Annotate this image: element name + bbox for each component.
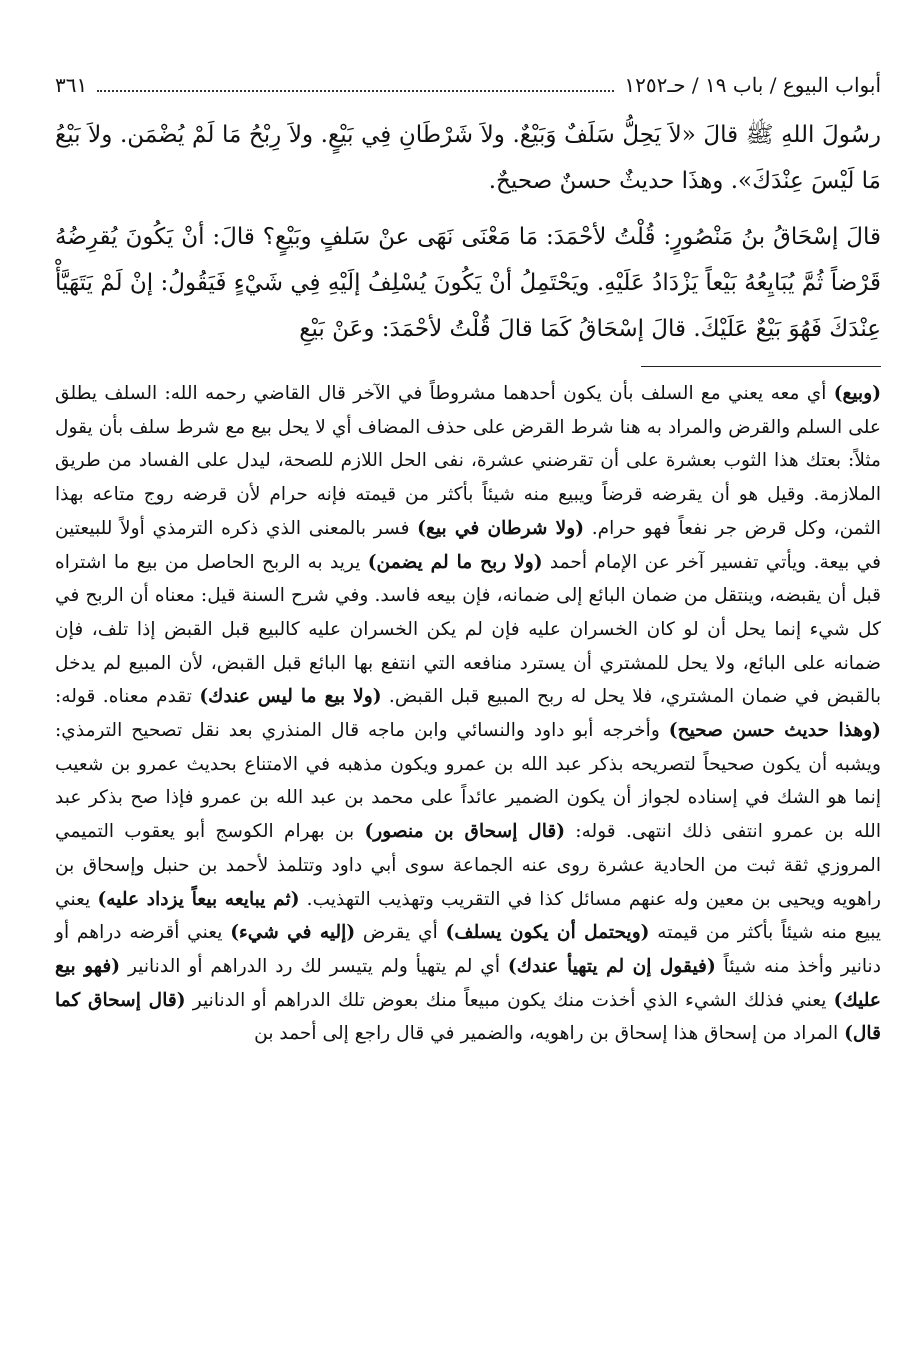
commentary [55,377,881,1051]
hadith-text [55,112,881,352]
commentary-lemma: (وبيع) [833,383,881,404]
commentary-text: فسر بالمعنى الذي ذكره الترمذي أولاً للبيعتين في بيعة. ويأتي تفسير آخر عن الإمام أحمد [55,517,881,573]
hadith-paragraph-2: قالَ إسْحَاقُ بنُ مَنْصُورٍ: قُلْتُ لأحْمَدَ: مَا مَعْنَى نَهَى عنْ سَلفٍ وبَيْعٍ؟ قالَ: أنْ يَكُونَ يُقرِضُهُ قَرْضاً ثُمَّ يُبَايِعُهُ بَيْعاً يَزْدَادُ عَلَيْهِ. ويَحْتَمِلُ أنْ يَكُونَ يُسْلِفُ إلَيْهِ فِي شَيْءٍ فَيَقُولُ: إنْ لَمْ يَتَهَيَّأْ عِنْدَكَ فَهُوَ بَيْعٌ عَلَيْكَ. قالَ إسْحَاقُ كَمَا قالَ قُلْتُ لأحْمَدَ: وعَنْ بَيْعِ [55,224,881,342]
commentary-lemma: (إليه في شيء) [230,922,356,944]
commentary-lemma: (قال إسحاق بن منصور) [364,821,566,843]
commentary-lemma: (قال إسحاق كما قال) [55,989,881,1045]
commentary-lemma: (فهو بيع عليك) [55,955,881,1011]
commentary-text: بن بهرام الكوسج أبو يعقوب التميمي المروزي ثقة ثبت من الحادية عشرة روى عنه الجماعة سوى أبي داود وتتلمذ لأحمد بن حنبل وإسحاق بن راهويه ويحيى بن معين وله عنهم مسائل كذا في التقريب وتهذيب التهذيب. [55,821,882,910]
commentary-text: المراد من إسحاق هذا إسحاق بن راهويه، والضمير في قال راجع إلى أحمد بن [254,1023,845,1045]
footnote-separator [641,366,881,367]
commentary-text: يعني أقرضه دراهم أو دنانير وأخذ منه شيئاً [55,922,881,977]
commentary-text: وأخرجه أبو داود والنسائي وابن ماجه قال المنذري بعد نقل تصحيح الترمذي: ويشبه أن يكون صحيحاً لتصريحه بذكر عبد الله بن عمرو ويكون مذهبه في الامتناع بحديث عمرو بن شعيب إنما هو الشك في إسناده لجواز أن يكون الضمير عائداً على محمد بن عبد الله بن عمرو فإذا صح بذكر عبد الله بن عمرو انتفى ذلك انتهى. قوله: [55,720,881,843]
commentary-lemma: (وهذا حديث حسن صحيح) [668,720,881,742]
commentary-lemma: (ولا شرطان في بيع) [417,517,585,539]
commentary-lemma: (فيقول إن لم يتهيأ عندك) [507,955,716,977]
commentary-lemma: (ولا بيع ما ليس عندك) [199,686,382,708]
commentary-lemma: (ويحتمل أن يكون يسلف) [445,922,650,944]
commentary-paragraph [55,377,881,1051]
running-title: أبواب البيوع / باب ١٩ / حـ١٢٥٢ [624,73,881,97]
hadith-paragraph-1: رسُولَ اللهِ ﷺ قالَ «لاَ يَحِلُّ سَلَفٌ وَبَيْعٌ. ولاَ شَرْطَانِ فِي بَيْعٍ. ولاَ رِبْحُ مَا لَمْ يُضْمَن. ولاَ بَيْعُ مَا لَيْسَ عِنْدَكَ». وهذَا حديثٌ حسنٌ صحيحٌ. [55,122,881,194]
commentary-text: تقدم معناه. قوله: [55,686,200,708]
commentary-text: أي معه يعني مع السلف بأن يكون أحدهما مشروطاً في الآخر قال القاضي رحمه الله: السلف يطلق على السلم والقرض والمراد به هنا شرط القرض على حذف المضاف أي لا يحل بيع مع شرط سلف بأن يقول مثلاً: بعتك هذا الثوب بعشرة على أن تقرضني عشرة، نفى الحل اللازم للصحة، ليدل على الفساد من طريق الملازمة. وقيل هو أن يقرضه قرضاً ويبيع منه شيئاً بأكثر من قيمته فإنه حرام لأن قرضه روج متاعه بهذا الثمن، وكل قرض جر نفعاً فهو حرام. [55,383,881,539]
commentary-text: يعني فذلك الشيء الذي أخذت منك يكون مبيعاً منك بعوض تلك الدراهم أو الدنانير [185,989,834,1011]
dotted-leader [97,90,614,92]
commentary-lemma: (ولا ربح ما لم يضمن) [367,551,543,573]
commentary-text: يعني يبيع منه شيئاً بأكثر من قيمته [55,888,881,944]
commentary-text: أي يقرض [355,922,446,944]
commentary-text: يريد به الربح الحاصل من بيع ما اشتراه قبل أن يقبضه، وينتقل من ضمان البائع إلى ضمانه، فإن بيعه فاسد. وفي شرح السنة قيل: معناه أن الربح في كل شيء إنما يحل أن لو كان الخسران عليه فإن لم يكن الخسران عليه كالبيع قبل القبض إذا تلف، فإن ضمانه على البائع، ولا يحل للمشتري أن يسترد منافعه التي انتفع بها البائع قبل القبض، لأن المبيع لم يدخل بالقبض في ضمان المشتري، فلا يحل له ربح المبيع قبل القبض. [55,551,881,708]
commentary-lemma: (ثم يبايعه بيعاً يزداد عليه) [97,888,300,910]
book-page [55,70,881,1051]
running-header [55,70,881,102]
commentary-text: أي لم يتهيأ ولم يتيسر لك رد الدراهم أو الدنانير [120,955,508,977]
page-number: ٣٦١ [55,73,88,97]
